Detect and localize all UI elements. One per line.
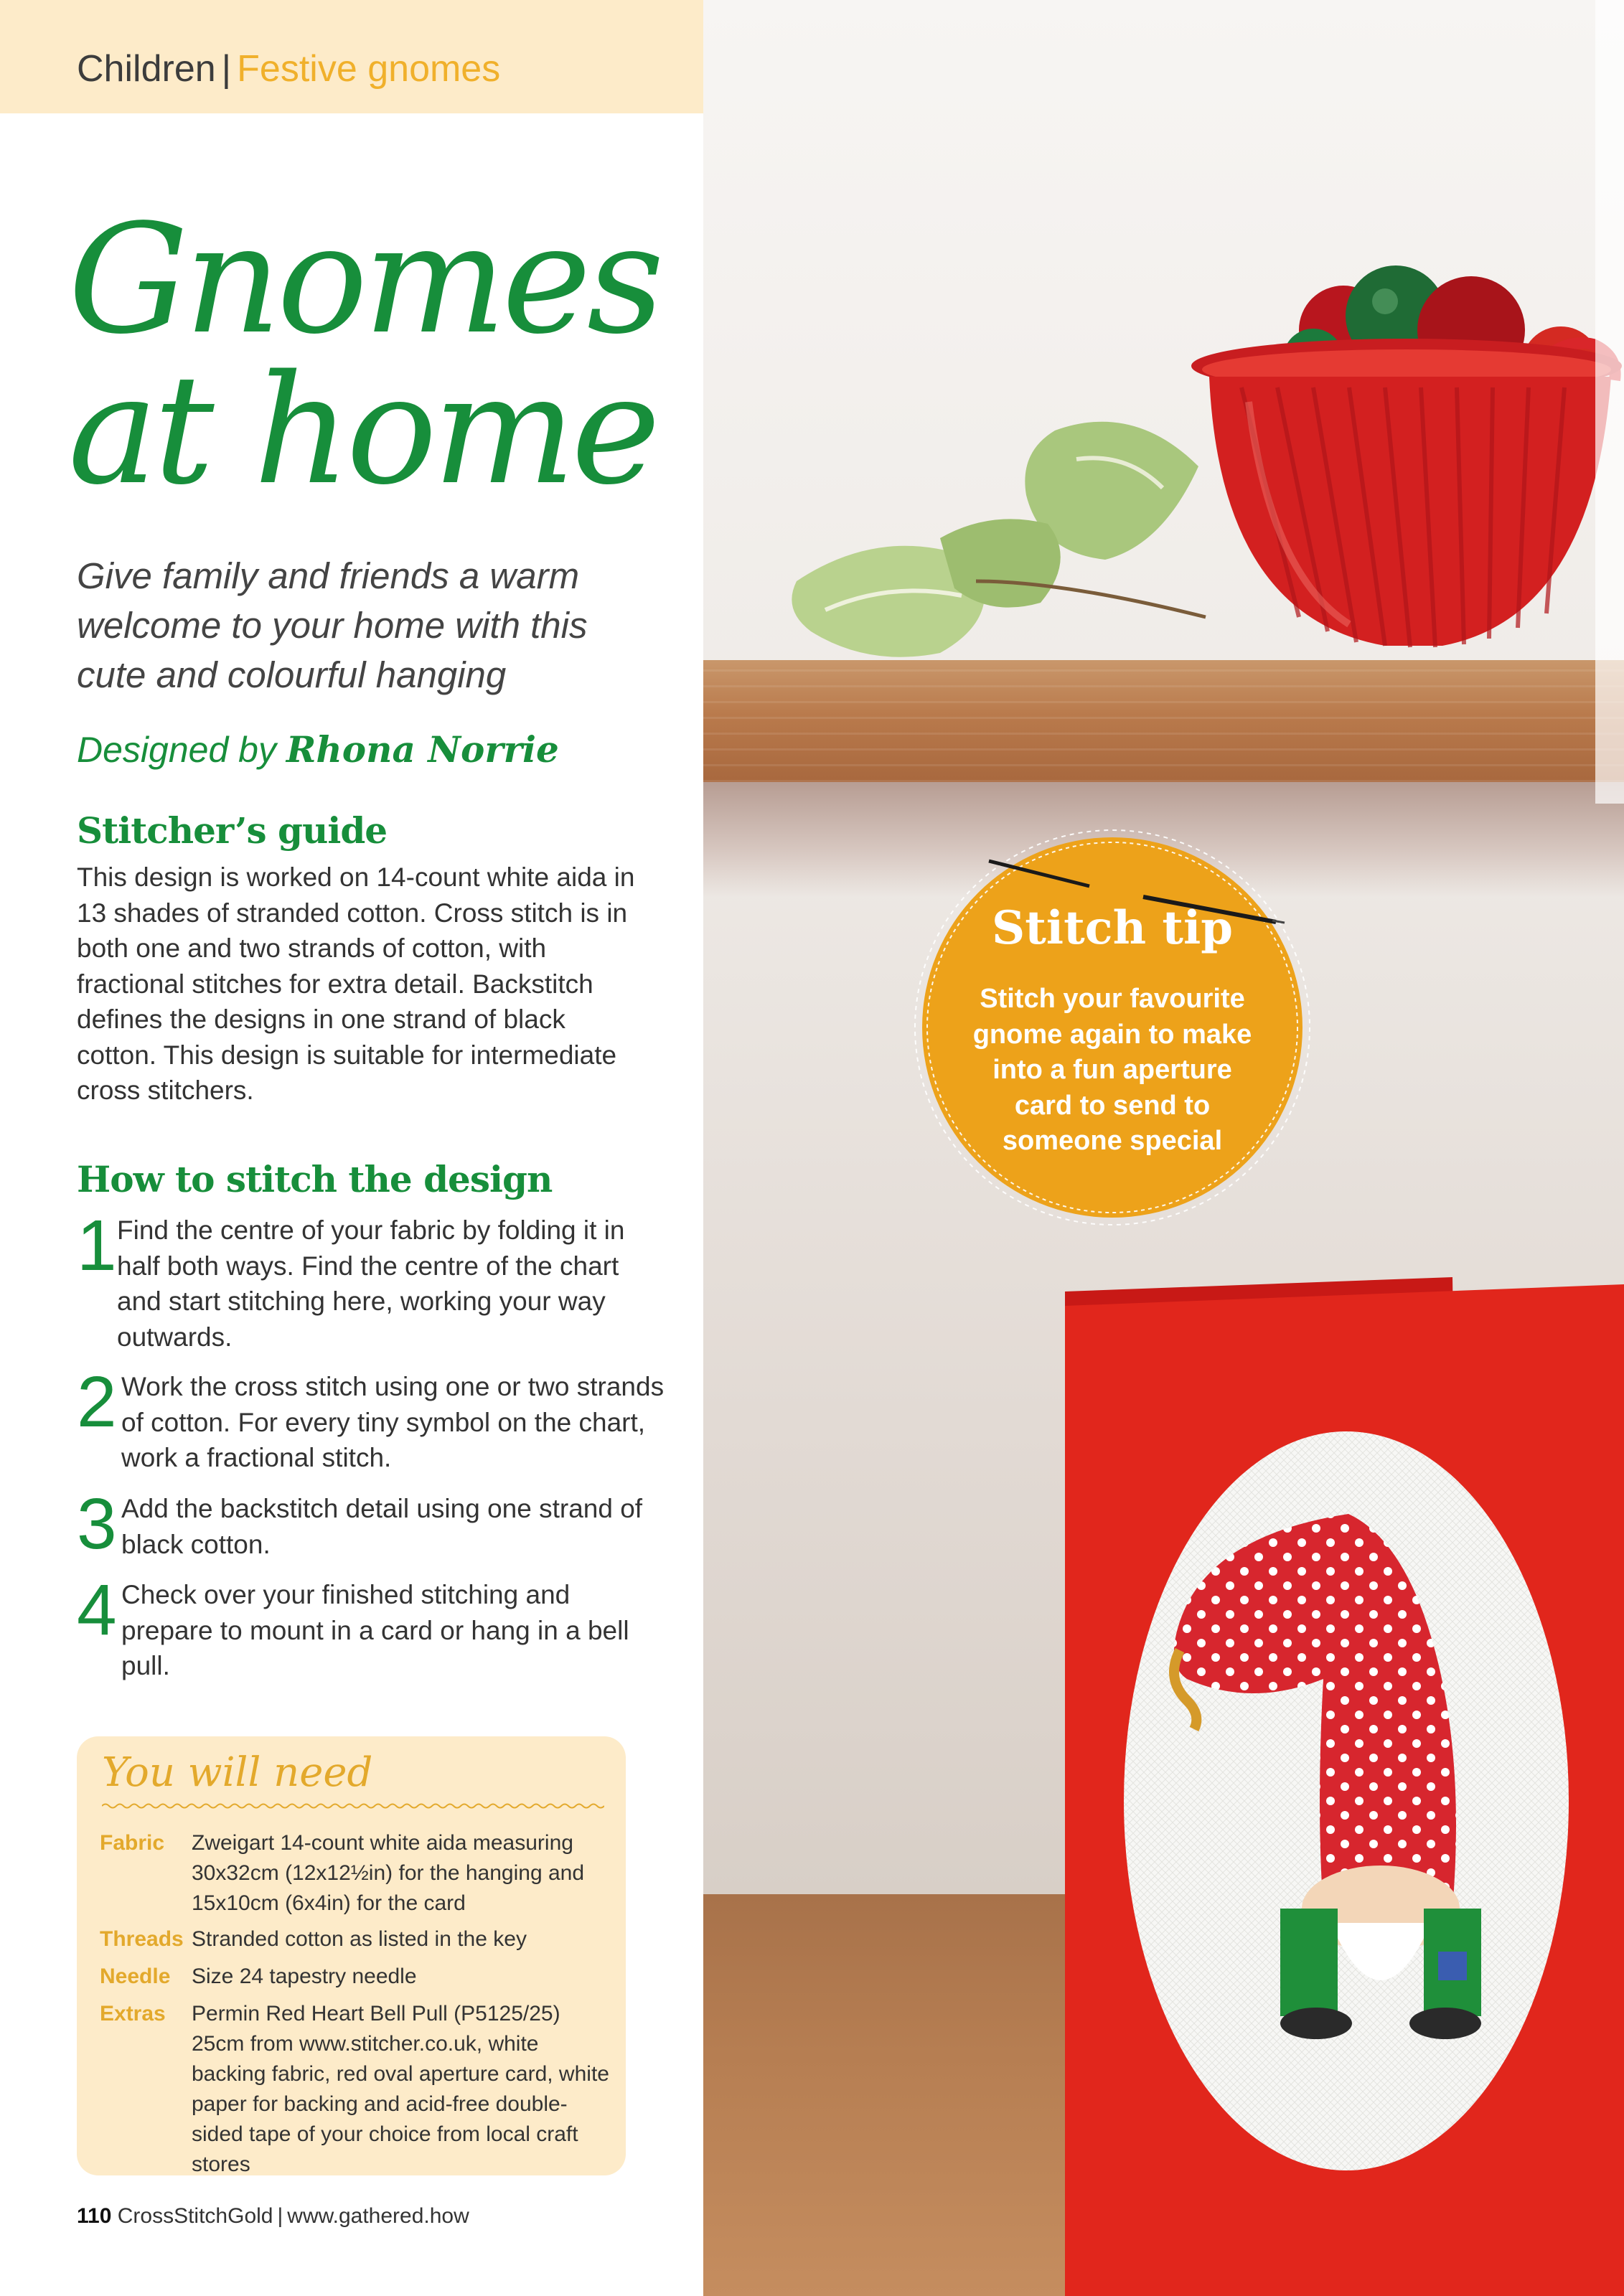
stitch-tip-heading: Stitch tip xyxy=(991,901,1234,955)
you-will-need-heading: You will need xyxy=(102,1749,373,1796)
footer-separator: | xyxy=(277,2204,283,2228)
need-value: Stranded cotton as listed in the key xyxy=(192,1927,527,1951)
stitchers-guide-heading: Stitcher’s guide xyxy=(77,809,388,852)
section-topic: Festive gnomes xyxy=(237,48,501,90)
article-title xyxy=(68,192,700,518)
title-line-1: Gnomes xyxy=(68,192,660,367)
step-text: Find the centre of your fabric by folding it in half both ways. Find the centre of the chart and start stitching here, working your way outwards. xyxy=(117,1215,625,1352)
need-label: Needle xyxy=(100,1965,171,1988)
step-number: 1 xyxy=(77,1205,117,1286)
step-number: 4 xyxy=(77,1570,117,1650)
you-will-need-panel xyxy=(77,1736,626,2175)
need-value: Size 24 tapestry needle xyxy=(192,1965,417,1988)
page-footer xyxy=(77,2204,469,2229)
need-value: Permin Red Heart Bell Pull (P5125/25) 25cm from www.stitcher.co.uk, white backing fabric, red oval aperture card, white paper for backing and acid-free double-sided tape of your choice from local craft stores xyxy=(192,2002,609,2176)
header-separator: | xyxy=(221,48,232,90)
website-url: www.gathered.how xyxy=(287,2204,469,2228)
designer-name: Rhona Norrie xyxy=(286,728,559,771)
edge-highlight xyxy=(1595,0,1624,804)
byline xyxy=(77,728,559,771)
magazine-name: CrossStitchGold xyxy=(117,2204,273,2228)
step-text: Check over your finished stitching and prepare to mount in a card or hang in a bell pull. xyxy=(121,1580,629,1680)
step-number: 2 xyxy=(77,1362,117,1442)
need-label: Fabric xyxy=(100,1831,165,1855)
need-label: Extras xyxy=(100,2002,166,2026)
section-name: Children xyxy=(77,48,216,90)
wavy-divider xyxy=(102,1802,604,1810)
how-to-heading: How to stitch the design xyxy=(77,1158,553,1200)
stitch-tip-badge xyxy=(910,825,1315,1230)
standfirst: Give family and friends a warm welcome to your home with this cute and colourful hanging xyxy=(77,555,588,695)
step-text: Add the backstitch detail using one strand of black cotton. xyxy=(121,1494,643,1559)
stitchers-guide-body: This design is worked on 14-count white aida in 13 shades of stranded cotton. Cross stitch is in both one and two strands of cotton, with fractional stitches for extra detail. Backstitch defines the designs in one strand of black cotton. This design is suitable for intermediate cross stitchers. xyxy=(77,862,635,1105)
step-number: 3 xyxy=(77,1484,117,1564)
page-number: 110 xyxy=(77,2204,112,2228)
section-header-text xyxy=(77,50,500,88)
need-label: Threads xyxy=(100,1927,184,1951)
text-column xyxy=(0,0,703,2296)
need-value: Zweigart 14-count white aida measuring 30x32cm (12x12½in) for the hanging and 15x10cm (6x4in) for the card xyxy=(192,1831,585,1915)
byline-prefix: Designed by xyxy=(77,730,276,770)
stitch-tip-text: Stitch your favourite gnome again to make into a fun aperture card to send to someone special xyxy=(972,984,1252,1156)
title-line-2: at home xyxy=(68,342,657,518)
red-aperture-card-image xyxy=(1065,1277,1624,2296)
step-text: Work the cross stitch using one or two strands of cotton. For every tiny symbol on the chart, work a fractional stitch. xyxy=(121,1372,665,1472)
section-header xyxy=(0,0,703,113)
shelf-grain xyxy=(703,660,1624,782)
ivy-leaves-image xyxy=(703,402,1263,689)
